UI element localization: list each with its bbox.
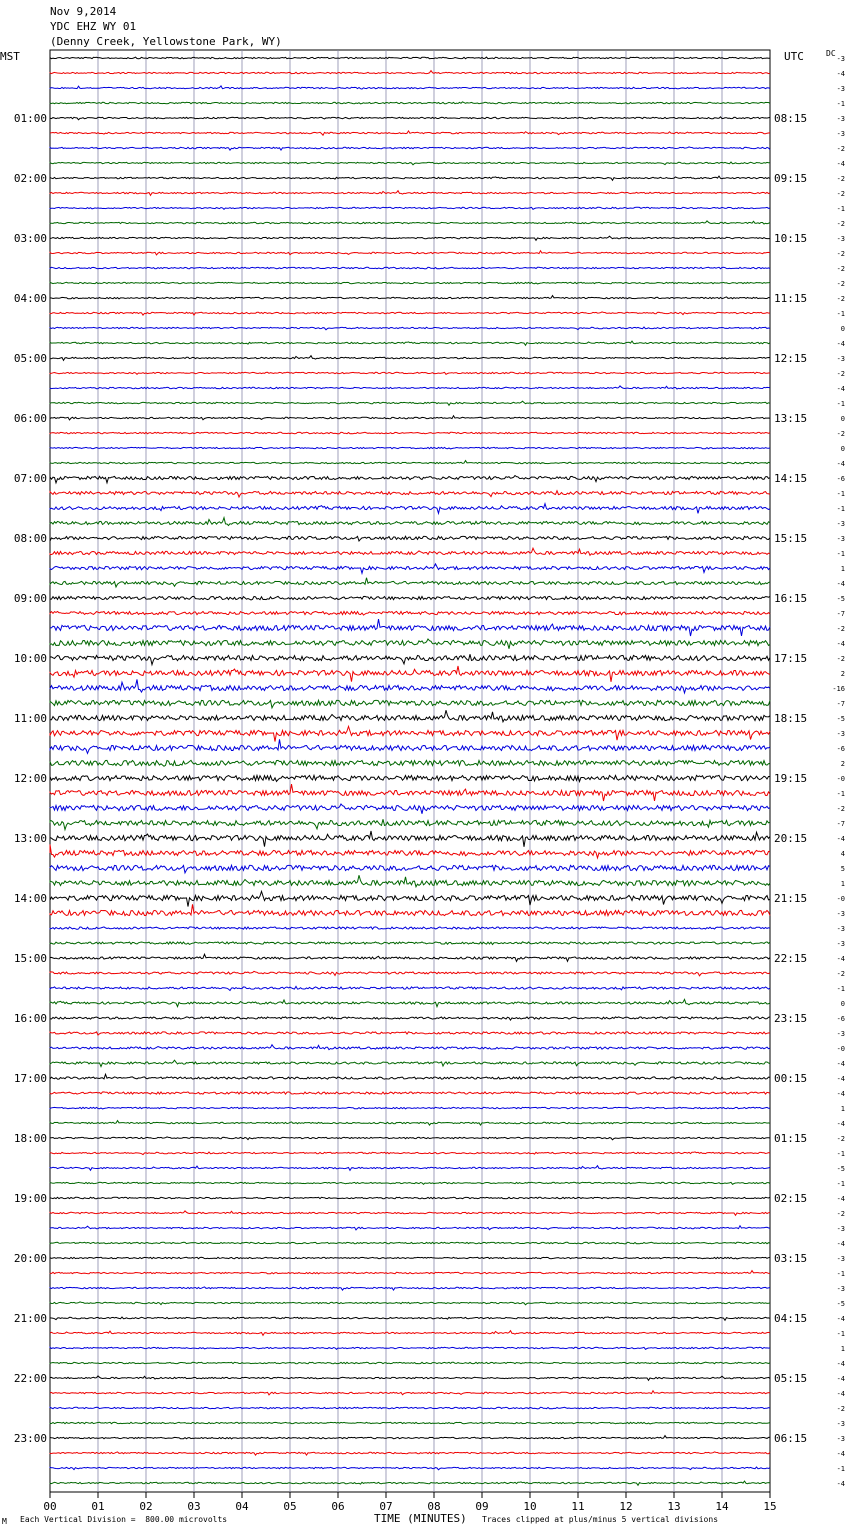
seismic-trace [50, 596, 770, 600]
dc-offset-value: 4 [840, 850, 845, 858]
mst-hour-label: 09:00 [13, 592, 47, 605]
dc-offset-value: -4 [836, 580, 845, 588]
seismic-trace [50, 1271, 770, 1274]
dc-offset-value: -2 [836, 145, 845, 153]
dc-offset-value: -2 [836, 250, 845, 258]
seismic-trace [50, 476, 770, 483]
seismic-trace [50, 1045, 770, 1050]
utc-hour-label: 01:15 [774, 1132, 808, 1145]
seismic-trace [50, 1166, 770, 1171]
x-tick-label: 03 [187, 1500, 201, 1513]
dc-offset-value: -4 [836, 160, 845, 168]
seismic-trace [50, 739, 770, 753]
utc-hour-label: 17:15 [774, 652, 808, 665]
seismic-trace [50, 327, 770, 330]
dc-offset-value: 1 [840, 565, 845, 573]
seismic-trace [50, 71, 770, 74]
dc-offset-value: -2 [836, 265, 845, 273]
mst-hour-label: 06:00 [13, 412, 47, 425]
dc-offset-value: -2 [836, 295, 845, 303]
mst-hour-label: 04:00 [13, 292, 47, 305]
x-tick-label: 15 [763, 1500, 777, 1513]
dc-offset-value: -1 [836, 310, 845, 318]
dc-offset-value: -3 [836, 130, 845, 138]
dc-offset-value: -4 [836, 640, 845, 648]
seismic-trace [50, 831, 770, 847]
seismic-trace [50, 804, 770, 814]
mst-hour-label: 19:00 [13, 1192, 47, 1205]
x-tick-label: 07 [379, 1500, 393, 1513]
seismic-trace [50, 341, 770, 345]
utc-hour-label: 13:15 [774, 412, 808, 425]
seismic-trace [50, 86, 770, 89]
mst-hour-label: 22:00 [13, 1372, 47, 1385]
seismic-trace [50, 564, 770, 573]
seismic-trace [50, 1032, 770, 1035]
seismic-trace [50, 1121, 770, 1126]
dc-offset-value: -7 [836, 820, 845, 828]
mst-hour-label: 10:00 [13, 652, 47, 665]
seismic-trace [50, 1137, 770, 1140]
dc-offset-value: -4 [836, 460, 845, 468]
x-tick-label: 06 [331, 1500, 345, 1513]
dc-offset-value: -3 [836, 925, 845, 933]
dc-offset-value: -1 [836, 490, 845, 498]
seismic-trace [50, 207, 770, 209]
dc-offset-value: -5 [836, 1165, 845, 1173]
seismic-trace [50, 1362, 770, 1364]
dc-offset-value: -3 [836, 1255, 845, 1263]
utc-hour-label: 21:15 [774, 892, 808, 905]
dc-offset-value: -0 [836, 895, 845, 903]
seismic-trace [50, 1376, 770, 1380]
seismic-trace [50, 760, 770, 766]
dc-offset-value: -2 [836, 370, 845, 378]
dc-offset-value: -3 [836, 910, 845, 918]
seismic-trace [50, 221, 770, 224]
dc-offset-value: -4 [836, 1240, 845, 1248]
seismic-trace [50, 1407, 770, 1409]
dc-offset-value: -3 [836, 1225, 845, 1233]
seismic-trace [50, 639, 770, 649]
dc-offset-value: -3 [836, 355, 845, 363]
mst-hour-label: 21:00 [13, 1312, 47, 1325]
dc-offset-value: -6 [836, 745, 845, 753]
seismic-trace [50, 679, 770, 693]
dc-offset-value: -3 [836, 535, 845, 543]
dc-offset-value: 2 [840, 670, 845, 678]
x-tick-label: 14 [715, 1500, 729, 1513]
seismic-trace [50, 726, 770, 741]
seismic-trace [50, 504, 770, 514]
seismic-trace [50, 1257, 770, 1259]
dc-offset-value: -4 [836, 1360, 845, 1368]
dc-offset-value: -7 [836, 700, 845, 708]
dc-offset-value: -4 [836, 1390, 845, 1398]
mst-hour-label: 01:00 [13, 112, 47, 125]
seismic-trace [50, 1391, 770, 1395]
seismic-trace [50, 971, 770, 976]
seismic-trace [50, 927, 770, 930]
seismic-trace [50, 1182, 770, 1184]
mst-hour-label: 07:00 [13, 472, 47, 485]
dc-offset-value: -2 [836, 655, 845, 663]
utc-hour-label: 19:15 [774, 772, 808, 785]
dc-offset-value: 0 [840, 445, 845, 453]
dc-offset-value: -2 [836, 1210, 845, 1218]
x-tick-label: 13 [667, 1500, 681, 1513]
x-tick-label: 01 [91, 1500, 105, 1513]
dc-offset-label: DC [826, 49, 836, 58]
dc-offset-value: -4 [836, 1120, 845, 1128]
seismic-trace [50, 518, 770, 526]
dc-offset-value: -6 [836, 1015, 845, 1023]
utc-hour-label: 14:15 [774, 472, 808, 485]
dc-offset-value: -1 [836, 1150, 845, 1158]
seismic-trace [50, 312, 770, 315]
dc-offset-value: -3 [836, 730, 845, 738]
x-tick-label: 12 [619, 1500, 633, 1513]
dc-offset-value: -4 [836, 340, 845, 348]
seismic-trace [50, 1467, 770, 1470]
mst-hour-label: 17:00 [13, 1072, 47, 1085]
mst-hour-label: 03:00 [13, 232, 47, 245]
dc-offset-value: -3 [836, 1030, 845, 1038]
x-tick-label: 09 [475, 1500, 489, 1513]
dc-offset-value: -1 [836, 985, 845, 993]
dc-offset-value: 0 [840, 325, 845, 333]
utc-hour-label: 15:15 [774, 532, 808, 545]
seismic-trace [50, 1226, 770, 1230]
dc-offset-value: 1 [840, 1105, 845, 1113]
utc-hour-label: 22:15 [774, 952, 808, 965]
dc-offset-value: -4 [836, 1060, 845, 1068]
utc-hour-label: 23:15 [774, 1012, 808, 1025]
seismic-trace [50, 954, 770, 961]
dc-offset-value: -2 [836, 190, 845, 198]
dc-offset-value: 0 [840, 1000, 845, 1008]
seismic-trace [50, 162, 770, 165]
dc-offset-value: 1 [840, 880, 845, 888]
dc-offset-value: -4 [836, 835, 845, 843]
seismic-trace [50, 296, 770, 299]
header-date: Nov 9,2014 [50, 5, 117, 18]
mst-hour-label: 08:00 [13, 532, 47, 545]
dc-offset-value: -3 [836, 1420, 845, 1428]
utc-hour-label: 12:15 [774, 352, 808, 365]
dc-offset-value: -3 [836, 235, 845, 243]
seismic-trace [50, 1152, 770, 1155]
mst-hour-label: 12:00 [13, 772, 47, 785]
dc-offset-value: -4 [836, 1315, 845, 1323]
seismic-trace [50, 1452, 770, 1455]
utc-hour-label: 16:15 [774, 592, 808, 605]
x-tick-label: 02 [139, 1500, 153, 1513]
dc-offset-value: -2 [836, 970, 845, 978]
mst-hour-label: 16:00 [13, 1012, 47, 1025]
dc-offset-value: -3 [836, 520, 845, 528]
utc-hour-label: 11:15 [774, 292, 808, 305]
dc-offset-value: -5 [836, 715, 845, 723]
dc-offset-value: -1 [836, 100, 845, 108]
dc-offset-value: 5 [840, 865, 845, 873]
dc-offset-value: -5 [836, 1300, 845, 1308]
header-station: YDC EHZ WY 01 [50, 20, 137, 33]
seismic-trace [50, 904, 770, 915]
utc-hour-label: 00:15 [774, 1072, 808, 1085]
dc-offset-value: -4 [836, 955, 845, 963]
seismic-trace [50, 654, 770, 664]
seismic-trace [50, 432, 770, 434]
dc-offset-value: -3 [836, 1435, 845, 1443]
seismic-trace [50, 1211, 770, 1215]
dc-offset-value: -4 [836, 1090, 845, 1098]
seismic-trace [50, 1074, 770, 1079]
seismic-trace [50, 1197, 770, 1198]
utc-hour-label: 04:15 [774, 1312, 808, 1325]
seismic-trace [50, 176, 770, 180]
seismic-trace [50, 784, 770, 801]
seismic-trace [50, 372, 770, 374]
utc-hour-label: 08:15 [774, 112, 808, 125]
seismic-trace [50, 147, 770, 150]
dc-offset-value: -4 [836, 1480, 845, 1488]
dc-offset-value: -2 [836, 280, 845, 288]
dc-offset-value: -7 [836, 610, 845, 618]
seismic-trace [50, 775, 770, 781]
seismic-trace [50, 999, 770, 1006]
seismic-trace [50, 611, 770, 615]
dc-offset-value: -1 [836, 1180, 845, 1188]
dc-offset-value: 2 [840, 760, 845, 768]
seismic-trace [50, 1242, 770, 1244]
seismic-trace [50, 1287, 770, 1290]
utc-hour-label: 18:15 [774, 712, 808, 725]
mst-hour-label: 18:00 [13, 1132, 47, 1145]
utc-hour-label: 02:15 [774, 1192, 808, 1205]
mst-hour-label: 05:00 [13, 352, 47, 365]
dc-offset-value: -4 [836, 1195, 845, 1203]
seismic-trace [50, 536, 770, 541]
seismic-trace [50, 1331, 770, 1336]
mst-hour-label: 14:00 [13, 892, 47, 905]
dc-offset-value: -4 [836, 385, 845, 393]
dc-offset-value: -0 [836, 775, 845, 783]
dc-offset-value: -3 [836, 55, 845, 63]
corner-mark: M [2, 1517, 7, 1526]
mst-hour-label: 02:00 [13, 172, 47, 185]
seismic-trace [50, 267, 770, 269]
seismic-trace [50, 57, 770, 59]
utc-hour-label: 06:15 [774, 1432, 808, 1445]
left-timezone-label: MST [0, 50, 20, 63]
dc-offset-value: -1 [836, 790, 845, 798]
plot-frame [50, 50, 770, 1492]
dc-offset-value: -3 [836, 85, 845, 93]
seismic-trace [50, 1436, 770, 1439]
dc-offset-value: -4 [836, 1450, 845, 1458]
mst-hour-label: 20:00 [13, 1252, 47, 1265]
utc-hour-label: 03:15 [774, 1252, 808, 1265]
dc-offset-value: -1 [836, 505, 845, 513]
seismic-trace [50, 942, 770, 945]
seismic-trace [50, 1481, 770, 1485]
utc-hour-label: 05:15 [774, 1372, 808, 1385]
seismic-trace [50, 1017, 770, 1020]
seismic-trace [50, 578, 770, 587]
dc-offset-value: -6 [836, 475, 845, 483]
dc-offset-value: 1 [840, 1345, 845, 1353]
seismic-trace [50, 117, 770, 120]
scale-note: Each Vertical Division = 800.00 microvolts [20, 1515, 228, 1524]
x-tick-label: 00 [43, 1500, 57, 1513]
seismic-trace [50, 1092, 770, 1094]
seismic-trace [50, 1107, 770, 1109]
dc-offset-value: -5 [836, 595, 845, 603]
seismic-trace [50, 401, 770, 405]
dc-offset-value: -2 [836, 625, 845, 633]
dc-offset-value: -1 [836, 400, 845, 408]
dc-offset-value: -3 [836, 1285, 845, 1293]
utc-hour-label: 20:15 [774, 832, 808, 845]
dc-offset-value: -1 [836, 1330, 845, 1338]
dc-offset-value: -2 [836, 175, 845, 183]
seismic-trace [50, 236, 770, 240]
seismic-trace [50, 447, 770, 449]
dc-offset-value: -2 [836, 1135, 845, 1143]
seismic-trace [50, 416, 770, 420]
dc-offset-value: -2 [836, 1405, 845, 1413]
seismic-trace [50, 131, 770, 135]
x-tick-label: 05 [283, 1500, 297, 1513]
seismic-trace [50, 1347, 770, 1349]
seismic-trace [50, 282, 770, 284]
dc-offset-value: -2 [836, 805, 845, 813]
seismic-trace [50, 1302, 770, 1305]
x-tick-label: 04 [235, 1500, 249, 1513]
x-tick-label: 10 [523, 1500, 537, 1513]
mst-hour-label: 23:00 [13, 1432, 47, 1445]
dc-offset-value: -3 [836, 115, 845, 123]
dc-offset-value: -1 [836, 550, 845, 558]
header-location: (Denny Creek, Yellowstone Park, WY) [50, 35, 282, 48]
seismic-trace [50, 548, 770, 555]
dc-offset-value: -1 [836, 1270, 845, 1278]
dc-offset-value: -1 [836, 205, 845, 213]
dc-offset-value: 0 [840, 415, 845, 423]
x-tick-label: 11 [571, 1500, 585, 1513]
seismic-trace [50, 666, 770, 682]
seismic-trace [50, 891, 770, 906]
dc-offset-value: -4 [836, 1375, 845, 1383]
seismic-trace [50, 619, 770, 636]
dc-offset-value: -0 [836, 1045, 845, 1053]
seismic-trace [50, 986, 770, 990]
x-axis-title: TIME (MINUTES) [374, 1512, 467, 1525]
x-tick-label: 08 [427, 1500, 441, 1513]
clip-note: Traces clipped at plus/minus 5 vertical divisions [482, 1515, 719, 1524]
seismic-trace [50, 251, 770, 255]
seismic-trace [50, 819, 770, 829]
seismic-trace [50, 844, 770, 858]
seismic-trace [50, 356, 770, 361]
dc-offset-value: -16 [832, 685, 845, 693]
dc-offset-value: -1 [836, 1465, 845, 1473]
seismic-trace [50, 875, 770, 887]
mst-hour-label: 13:00 [13, 832, 47, 845]
seismic-trace [50, 491, 770, 497]
mst-hour-label: 15:00 [13, 952, 47, 965]
dc-offset-value: -4 [836, 1075, 845, 1083]
seismic-trace [50, 191, 770, 196]
seismic-trace [50, 1060, 770, 1066]
utc-hour-label: 09:15 [774, 172, 808, 185]
right-timezone-label: UTC [784, 50, 804, 63]
seismic-trace [50, 700, 770, 708]
seismic-trace [50, 461, 770, 464]
dc-offset-value: -3 [836, 940, 845, 948]
mst-hour-label: 11:00 [13, 712, 47, 725]
seismic-trace [50, 1317, 770, 1320]
seismic-trace [50, 102, 770, 104]
seismic-trace [50, 710, 770, 722]
utc-hour-label: 10:15 [774, 232, 808, 245]
dc-offset-value: -2 [836, 220, 845, 228]
seismic-trace [50, 386, 770, 389]
seismic-trace [50, 1422, 770, 1424]
seismic-trace [50, 865, 770, 873]
dc-offset-value: -2 [836, 430, 845, 438]
dc-offset-value: -4 [836, 70, 845, 78]
